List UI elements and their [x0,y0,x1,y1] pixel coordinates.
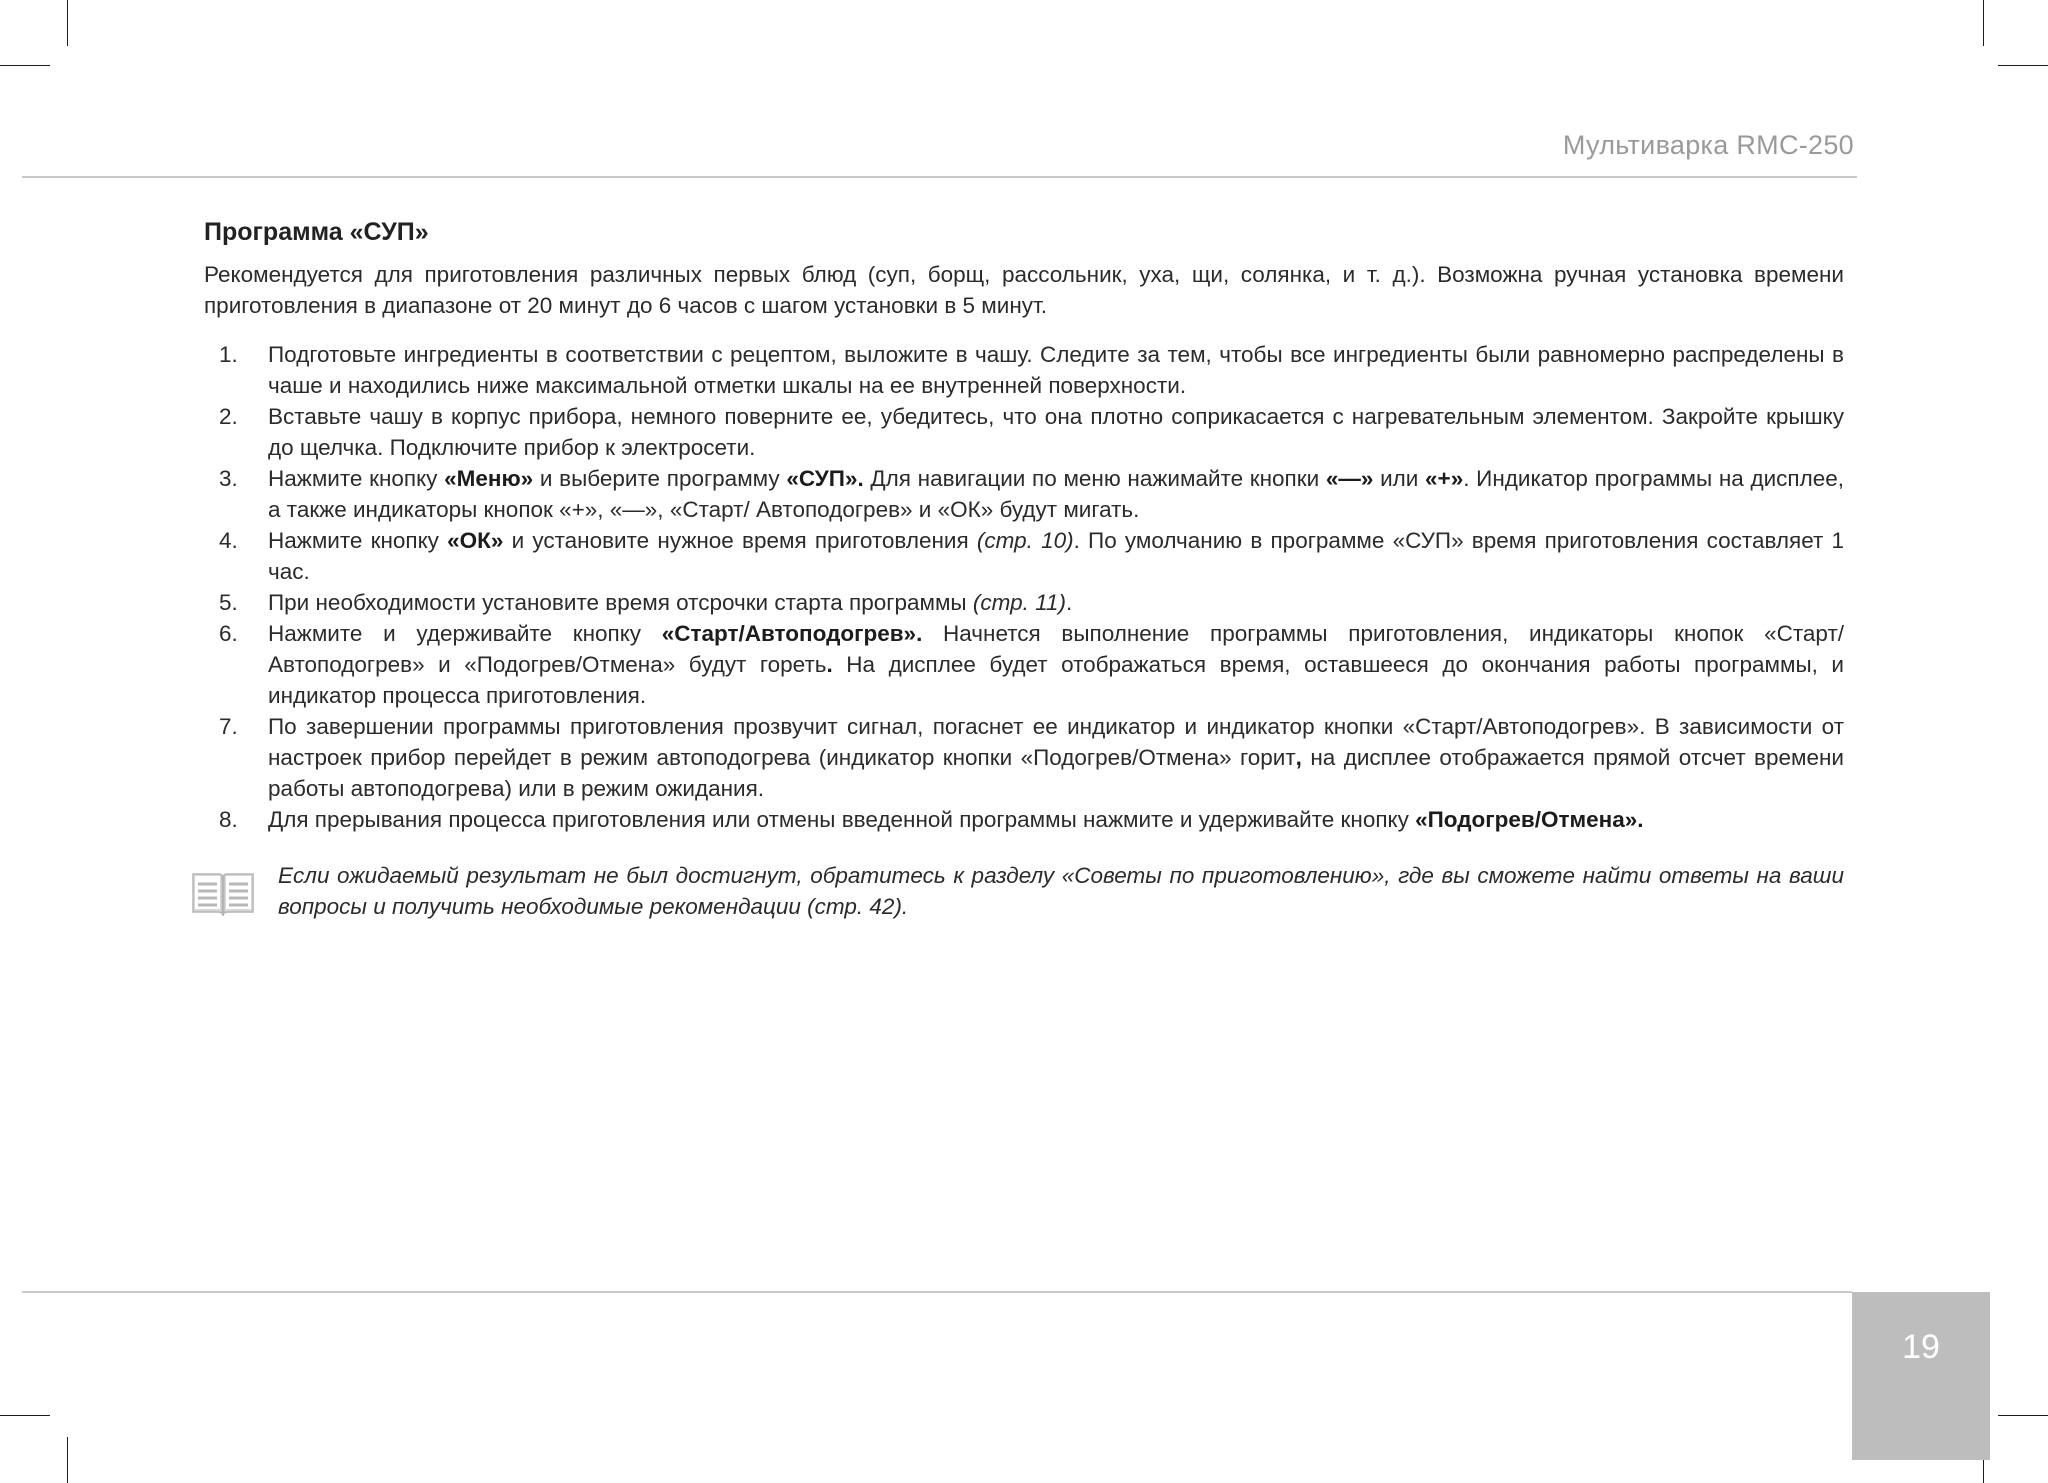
list-item [204,587,1844,618]
book-icon [190,868,256,918]
step-number: 6. [219,621,238,646]
section-title: Программа «СУП» [204,218,429,246]
emphasis-text: «—» [1325,466,1374,491]
step-text: . Индикатор программы на дисплее, а также индикаторы кнопок «+», «—», «Старт/ Автоподогрев» и «ОК» будут мигать. [268,466,1844,522]
step-text: Для прерывания процесса приготовления или отмены введенной программы нажмите и удерживайте кнопку [268,807,1416,832]
footer-rule [22,1291,1852,1293]
main-content [204,218,1844,835]
list-item [204,618,1844,711]
emphasis-text: «Старт/Автоподогрев». [661,621,923,646]
step-number: 1. [219,342,238,367]
step-text: При необходимости установите время отсрочки старта программы [268,590,973,615]
step-text: По завершении программы приготовления прозвучит сигнал, погаснет ее индикатор и индикатор кнопки «Старт/Автоподогрев». В зависимости от настроек прибор перейдет в режим автоподогрева (индикатор кнопки «Подогрев/Отмена» горит [268,714,1844,770]
emphasis-text: «ОК» [447,528,504,553]
step-text: Для навигации по меню нажимайте кнопки [863,466,1326,491]
note-text: Если ожидаемый результат не был достигнут, обратитесь к разделу «Советы по приготовлению», где вы сможете найти ответы на ваши вопросы и получить необходимые рекомендации (стр. 42). [278,863,1844,919]
step-text: и установите нужное время приготовления [503,528,977,553]
running-header: Мультиварка RMC-250 [1562,130,1854,160]
step-text: Нажмите и удерживайте кнопку [268,621,662,646]
step-number: 7. [219,714,238,739]
list-item [204,463,1844,525]
emphasis-text: , [1295,745,1302,770]
emphasis-text: «Меню» [444,466,534,491]
step-text: Нажмите кнопку [268,466,445,491]
list-item [204,401,1844,463]
step-text: Нажмите кнопку [268,528,448,553]
step-text: Подготовьте ингредиенты в соответствии с рецептом, выложите в чашу. Следите за тем, чтобы все ингредиенты были равномерно распределены в чаше и находились ниже максимальной отметки шкалы на ее внутренней поверхности. [268,342,1844,398]
step-number: 4. [219,528,238,553]
page-number: 19 [1902,1328,1940,1366]
step-text: на дисплее отображается прямой отсчет времени работы автоподогрева) или в режим ожидания. [268,745,1844,801]
step-text: и выберите программу [533,466,787,491]
list-item [204,525,1844,587]
header-rule [22,176,1857,178]
step-text: . По умолчанию в программе «СУП» время приготовления составляет 1 час. [268,528,1844,584]
emphasis-text: «СУП». [786,466,864,491]
emphasis-text: «Подогрев/Отмена». [1415,807,1644,832]
step-text: или [1373,466,1426,491]
step-text: Начнется выполнение программы приготовления, индикаторы кнопок «Старт/ Автоподогрев» и «Подогрев/Отмена» будут гореть [268,621,1845,677]
step-number: 8. [219,807,238,832]
crop-mark [67,0,68,46]
step-text: На дисплее будет отображаться время, оставшееся до окончания работы программы, и индикатор процесса приготовления. [268,652,1844,708]
step-text: Вставьте чашу в корпус прибора, немного поверните ее, убедитесь, что она плотно соприкасается с нагревательным элементом. Закройте крышку до щелчка. Подключите прибор к электросети. [268,404,1844,460]
crop-mark [0,65,50,66]
emphasis-text: «+» [1425,466,1464,491]
emphasis-text: . [826,652,833,677]
list-item [204,804,1844,835]
intro-paragraph: Рекомендуется для приготовления различных первых блюд (суп, борщ, рассольник, уха, щи, солянка, и т. д.). Возможна ручная установка времени приготовления в диапазоне от 20 минут до 6 часов с шагом установки в 5 минут. [204,262,1844,318]
crop-mark [67,1437,68,1483]
step-number: 2. [219,404,238,429]
list-item [204,711,1844,804]
crop-mark [1998,65,2048,66]
page-number-box [1852,1292,1990,1460]
crop-mark [0,1415,50,1416]
crop-mark [1998,1415,2048,1416]
crop-mark [1983,0,1984,46]
step-number: 3. [219,466,238,491]
page-reference: (стр. 11) [972,590,1066,615]
steps-list [204,339,1844,835]
step-number: 5. [219,590,238,615]
step-text: . [1065,590,1073,615]
page-reference: (стр. 10) [976,528,1074,553]
list-item [204,339,1844,401]
